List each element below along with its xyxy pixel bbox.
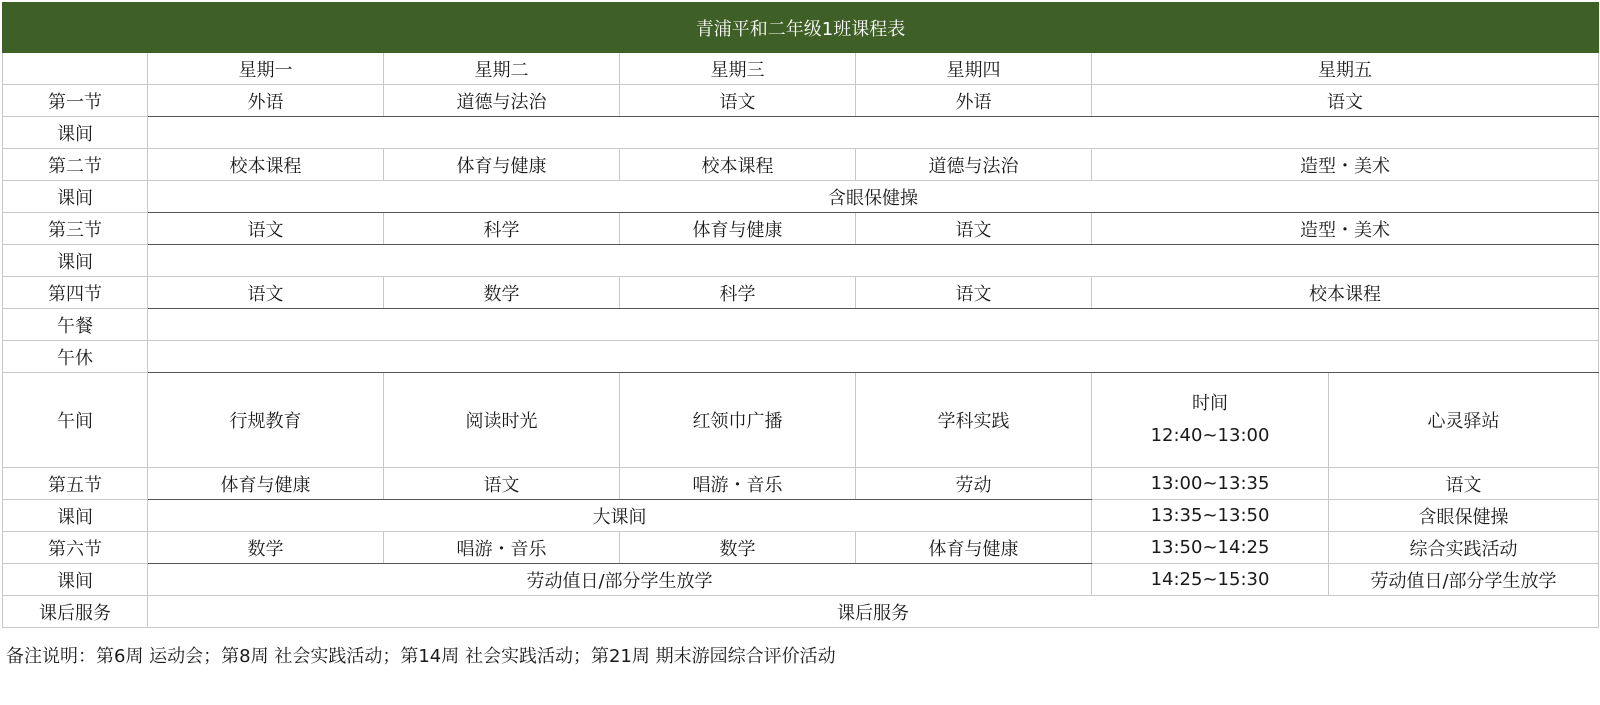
row-label: 第六节: [3, 532, 148, 564]
class-cell: 道德与法治: [856, 149, 1092, 181]
row-label: 课间: [3, 564, 148, 596]
class-cell: 外语: [856, 85, 1092, 117]
class-cell: 语文: [148, 277, 384, 309]
class-cell: 造型・美术: [1092, 149, 1599, 181]
row-label: 第五节: [3, 468, 148, 500]
break-2-row: [3, 181, 1599, 213]
period-1-row: [3, 85, 1599, 117]
class-cell: 劳动: [856, 468, 1092, 500]
break-cell: [148, 117, 1599, 149]
break-3-row: [3, 245, 1599, 277]
rest-cell: [148, 341, 1599, 373]
row-label: 午休: [3, 341, 148, 373]
time-header-cell: [1092, 373, 1329, 468]
row-label: 课间: [3, 245, 148, 277]
break-5-row: [3, 564, 1599, 596]
class-cell: 道德与法治: [384, 85, 620, 117]
time-range: 12:40~13:00: [1150, 425, 1270, 446]
row-label: 课间: [3, 117, 148, 149]
time-range: 13:35~13:50: [1092, 500, 1329, 532]
class-cell: 语文: [148, 213, 384, 245]
class-cell: 数学: [148, 532, 384, 564]
break-cell: [148, 245, 1599, 277]
day-header-row: [3, 53, 1599, 85]
row-label: 课间: [3, 500, 148, 532]
break-cell: 大课间: [148, 500, 1092, 532]
class-cell: 唱游・音乐: [384, 532, 620, 564]
activity-cell: 行规教育: [148, 373, 384, 468]
break-cell: 含眼保健操: [148, 181, 1599, 213]
class-cell: 语文: [1092, 85, 1599, 117]
class-cell: 体育与健康: [384, 149, 620, 181]
day-header-wed: 星期三: [620, 53, 856, 85]
time-range: 13:00~13:35: [1092, 468, 1329, 500]
class-cell: 语文: [1329, 468, 1599, 500]
row-label: 课间: [3, 181, 148, 213]
class-cell: 语文: [856, 213, 1092, 245]
rest-row: [3, 341, 1599, 373]
period-4-row: [3, 277, 1599, 309]
class-cell: 科学: [620, 277, 856, 309]
class-cell: 科学: [384, 213, 620, 245]
class-cell: 校本课程: [620, 149, 856, 181]
row-label: 午餐: [3, 309, 148, 341]
remarks-note: 备注说明：第6周 运动会；第8周 社会实践活动；第14周 社会实践活动；第21周 期末游园综合评价活动: [6, 646, 836, 667]
schedule-title: 青浦平和二年级1班课程表: [3, 3, 1599, 53]
class-cell: 语文: [856, 277, 1092, 309]
period-2-row: [3, 149, 1599, 181]
class-cell: 校本课程: [148, 149, 384, 181]
row-label: 第二节: [3, 149, 148, 181]
activity-cell: 红领巾广播: [620, 373, 856, 468]
class-cell: 综合实践活动: [1329, 532, 1599, 564]
after-school-row: [3, 596, 1599, 628]
schedule-sheet: [2, 2, 1598, 628]
noon-row: [3, 373, 1599, 468]
after-school-cell: 课后服务: [148, 596, 1599, 628]
activity-cell: 心灵驿站: [1329, 373, 1599, 468]
period-6-row: [3, 532, 1599, 564]
break-cell: 劳动值日/部分学生放学: [148, 564, 1092, 596]
class-cell: 数学: [620, 532, 856, 564]
class-cell: 语文: [384, 468, 620, 500]
row-label: 午间: [3, 373, 148, 468]
break-cell: 劳动值日/部分学生放学: [1329, 564, 1599, 596]
period-5-row: [3, 468, 1599, 500]
row-label: 第三节: [3, 213, 148, 245]
class-cell: 造型・美术: [1092, 213, 1599, 245]
break-4-row: [3, 500, 1599, 532]
lunch-row: [3, 309, 1599, 341]
lunch-cell: [148, 309, 1599, 341]
day-header-fri: 星期五: [1092, 53, 1599, 85]
schedule-table: [2, 2, 1599, 628]
day-header-mon: 星期一: [148, 53, 384, 85]
day-header-tue: 星期二: [384, 53, 620, 85]
class-cell: 数学: [384, 277, 620, 309]
activity-cell: 阅读时光: [384, 373, 620, 468]
class-cell: 体育与健康: [148, 468, 384, 500]
row-label: 课后服务: [3, 596, 148, 628]
activity-cell: 学科实践: [856, 373, 1092, 468]
time-range: 13:50~14:25: [1092, 532, 1329, 564]
time-range: 14:25~15:30: [1092, 564, 1329, 596]
class-cell: 外语: [148, 85, 384, 117]
day-header-thu: 星期四: [856, 53, 1092, 85]
break-1-row: [3, 117, 1599, 149]
class-cell: 语文: [620, 85, 856, 117]
period-3-row: [3, 213, 1599, 245]
time-header-label: 时间: [1192, 393, 1228, 414]
break-cell: 含眼保健操: [1329, 500, 1599, 532]
row-label: 第一节: [3, 85, 148, 117]
class-cell: 校本课程: [1092, 277, 1599, 309]
class-cell: 体育与健康: [856, 532, 1092, 564]
class-cell: 体育与健康: [620, 213, 856, 245]
corner-cell: [3, 53, 148, 85]
class-cell: 唱游・音乐: [620, 468, 856, 500]
row-label: 第四节: [3, 277, 148, 309]
